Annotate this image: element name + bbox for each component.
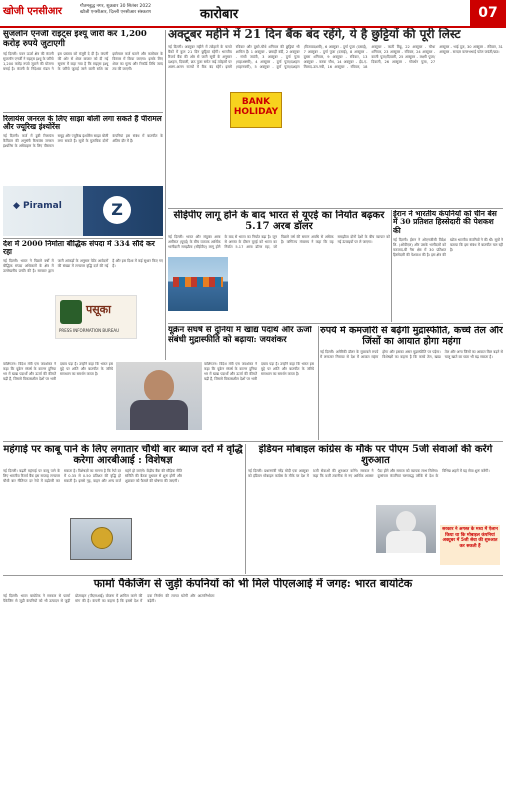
divider bbox=[3, 112, 163, 113]
section-title: कारोबार bbox=[200, 7, 239, 22]
article-body: नई दिल्ली। भारत ने पिछले वर्षों में बौद्धिक संपदा अधिकारों के क्षेत्र में उल्लेखनीय प्रगति की है। सरकार द्वारा जारी आंकड़ों के अनुसार पेटेंट आवेदनों की संख्या में लगातार वृद्धि दर्ज की गई है और इस दिशा में कई सुधार किए गए हैं। bbox=[3, 258, 163, 273]
headline: महंगाई पर काबू पाने के लिए लगातार चौथी बार ब्याज दरों में वृद्धि करेगा आरबीआई : विशेषज्ञ bbox=[3, 444, 243, 467]
headline: यूक्रेन संघर्ष से दुनिया में खाद्य पदार्थ और ऊर्जा संबंधी मुद्रास्फीति को बढ़ाया: जयशंकर bbox=[168, 326, 312, 345]
article-pharma-pli bbox=[3, 578, 503, 798]
jaishankar-photo bbox=[116, 362, 202, 430]
article-iran-gas bbox=[393, 210, 503, 322]
headline: इंडियन मोबाइल कांग्रेस के मौके पर पीएम 5जी सेवाओं की करेंगे शुरुआत bbox=[258, 444, 493, 467]
article-suzlon bbox=[3, 30, 163, 110]
article-body: नई दिल्ली। प्रधानमंत्री नरेंद्र मोदी एक अक्टूबर को इंडियन मोबाइल कांग्रेस के मौके पर देश में 5जी सेवाओं की शुरुआत करेंगे। सरकार ने कहा कि 5जी तकनीक से नए आर्थिक अवसर पैदा होंगे और समाज को व्यापक लाभ मिलेगा। दूरसंचार कंपनियां चरणबद्ध तरीके से देश के विभिन्न शहरों में यह सेवा शुरू करेंगी। bbox=[248, 469, 490, 479]
pib-emblem-icon bbox=[60, 300, 82, 324]
pm-photo bbox=[376, 505, 436, 553]
headline: देश में 2000 निर्माता बौद्धिक संपदा में 334 सौदे कर रहा bbox=[3, 240, 155, 257]
article-body: वाशिंगटन। विदेश मंत्री एस जयशंकर ने कहा कि यूक्रेन संघर्ष के कारण दुनिया भर में खाद्य पदार्थों और ऊर्जा की कीमतें बढ़ी हैं, जिससे विकासशील देशों पर भारी दबाव पड़ा है। उन्होंने कहा कि भारत इस मुद्दे पर शांति और बातचीत के जरिये समाधान का समर्थन करता है। bbox=[3, 362, 113, 381]
rbi-building-photo bbox=[70, 518, 132, 560]
zurich-logo: Z bbox=[103, 196, 131, 224]
headline: ईरान ने भारतीय कंपनियों को चीन बेस में 30 प्रतिशत हिस्सेदारी की पेशकश की bbox=[393, 210, 497, 235]
divider bbox=[3, 238, 163, 239]
divider bbox=[3, 441, 503, 442]
piramal-logo: ◆ Piramal bbox=[13, 201, 62, 211]
column-divider bbox=[318, 326, 319, 440]
headline: रुपये में कमजोरी से बढ़ेगी मुद्रास्फीति, कच्चे तेल और जिंसों का आयात होगा महंगा bbox=[320, 326, 503, 347]
headline: फार्मा पैकेजिंग से जुड़ी कंपनियों को भी मिले पीएलआई में जगह: भारत बायोटेक bbox=[93, 578, 413, 590]
article-jaishankar-body2 bbox=[204, 362, 314, 440]
headline: सीईपीए लागू होने के बाद भारत से यूएई का निर्यात बढ़कर 5.17 अरब डॉलर bbox=[173, 210, 385, 233]
cargo-ship-photo bbox=[168, 257, 228, 311]
masthead bbox=[0, 0, 506, 28]
divider bbox=[168, 208, 503, 209]
article-bank-holidays bbox=[168, 28, 503, 208]
article-body: नई दिल्ली। बढ़ती महंगाई पर काबू पाने के लिए भारतीय रिजर्व बैंक इस सप्ताह लगातार चौथी बार नीतिगत दर रेपो में बढ़ोतरी कर सकता है। विशेषज्ञों का मानना है कि रेपो दर में 0.35 से 0.50 प्रतिशत की वृद्धि हो सकती है। इससे गृह, वाहन और अन्य कर्ज महंगे हो जाएंगे। केंद्रीय बैंक की मौद्रिक नीति समिति की बैठक बुधवार से शुरू होगी और शुक्रवार को फैसले की घोषणा की जाएगी। bbox=[3, 469, 182, 484]
column-divider bbox=[391, 210, 392, 322]
article-body: नई दिल्ली। अमेरिकी डॉलर के मुकाबले रुपये में लगातार गिरावट से देश में आयात महंगा होगा और इसका असर मुद्रास्फीति पर पड़ेगा। विशेषज्ञों का कहना है कि कच्चे तेल, खाद्य तेल और अन्य जिंसों का आयात बिल बढ़ने से चालू खाते का घाटा भी बढ़ सकता है। bbox=[320, 350, 503, 360]
pullquote: सरकार ने अगस्त के मध्य में ऐलान किया था कि मोबाइल कंपनियां अक्टूबर में 5जी सेवा की शुरुआत कर सकती हैं bbox=[440, 525, 500, 565]
article-rupee-inflation bbox=[320, 326, 503, 440]
column-divider bbox=[245, 444, 246, 574]
article-body: नई दिल्ली। पवन ऊर्जा क्षेत्र की कंपनी सुजलॉन एनर्जी ने राइट्स इश्यू के जरिये 1,200 करोड़ रुपये जुटाने की योजना बनाई है। कंपनी के निदेशक मंडल ने इस प्रस्ताव को मंजूरी दे दी है। कंपनी की ओर से शेयर बाजार को दी गई सूचना में कहा गया है कि राइट्स इश्यू के जरिये जुटाई जाने वाली राशि का इस्तेमाल कर्ज घटाने और कारोबार के विस्तार में किया जाएगा। इसके लिए शेयर का मूल्य और रिकॉर्ड तिथि जल्द तय की जाएगी। bbox=[3, 52, 163, 72]
piramal-zurich-photo bbox=[3, 186, 163, 236]
issue-meta: गौतमबुद्ध नगर, शुक्रवार 30 सितंबर 2022 खोजी एनसीआर, दिल्ली एनसीआर संस्करण bbox=[80, 4, 151, 15]
pib-logo-text: पसूका bbox=[86, 303, 111, 316]
article-jaishankar-body bbox=[3, 362, 113, 440]
article-body: नई दिल्ली। अक्टूबर महीने में त्योहारों के चलते बैंकों में कुल 21 दिन छुट्टियां रहेंगी। भारतीय रिजर्व बैंक की ओर से जारी सूची के अनुसार दशहरा, दिवाली, छठ पूजा समेत कई त्योहारों पर अलग-अलग राज्यों में बैंक बंद रहेंगे। इसमें रविवार और दूसरे-चौथे शनिवार की छुट्टियां भी शामिल हैं। 1 अक्टूबर - छमाही बंदी, 2 अक्टूबर - गांधी जयंती, 3 अक्टूबर - दुर्गा पूजा (महाअष्टमी), 4 अक्टूबर - दुर्गा पूजा/दशहरा (महानवमी), 5 अक्टूबर - दुर्गा पूजा/दशहरा (विजयादशमी), 6 अक्टूबर - दुर्गा पूजा (दसाईं), 7 अक्टूबर - दुर्गा पूजा (दसाईं), 8 अक्टूबर - दूसरा शनिवार, 9 अक्टूबर - रविवार, 13 अक्टूबर - करवा चौथ, 14 अक्टूबर - ईद-ए-मिलाद-उल-नबी, 16 अक्टूबर - रविवार, 18 अक्टूबर - काटी बिहू, 22 अक्टूबर - चौथा शनिवार, 23 अक्टूबर - रविवार, 24 अक्टूबर - काली पूजा/दिवाली, 25 अक्टूबर - लक्ष्मी पूजा/दिवाली, 26 अक्टूबर - गोवर्धन पूजा, 27 अक्टूबर - भाई दूज, 30 अक्टूबर - रविवार, 31 अक्टूबर - सरदार वल्लभभाई पटेल जयंती/छठ। bbox=[168, 45, 503, 70]
article-body: नई दिल्ली। भारत बायोटेक ने सरकार से फार्मा पैकेजिंग से जुड़ी कंपनियों को भी उत्पादन से जुड़ी प्रोत्साहन (पीएलआई) योजना में शामिल करने की मांग की है। कंपनी का कहना है कि इससे देश में दवा निर्माण की लागत घटेगी और आत्मनिर्भरता बढ़ेगी। bbox=[3, 594, 215, 604]
divider bbox=[3, 575, 503, 576]
article-body: नई दिल्ली। भारत और संयुक्त अरब अमीरात (यूएई) के बीच व्यापक आर्थिक भागीदारी समझौता (सीईपीए) लागू होने के बाद से भारत का निर्यात बढ़ा है। जून से अगस्त के दौरान यूएई को भारत का निर्यात 5.17 अरब डॉलर रहा, जो पिछले वर्ष की समान अवधि से अधिक है। वाणिज्य मंत्रालय ने कहा कि यह समझौता दोनों देशों के बीच व्यापार को नई ऊंचाइयों पर ले जाएगा। bbox=[168, 235, 390, 250]
headline: रिलायंस जनरल के लिए साझा बोली लगा सकते हैं पीरामल और ज्यूरिख इंश्योरेंस bbox=[3, 115, 162, 132]
newspaper-brand: खोजी एनसीआर bbox=[3, 6, 63, 17]
article-body: वाशिंगटन। विदेश मंत्री एस जयशंकर ने कहा कि यूक्रेन संघर्ष के कारण दुनिया भर में खाद्य पदार्थों और ऊर्जा की कीमतें बढ़ी हैं, जिससे विकासशील देशों पर भारी दबाव पड़ा है। उन्होंने कहा कि भारत इस मुद्दे पर शांति और बातचीत के जरिये समाधान का समर्थन करता है। bbox=[204, 362, 314, 381]
headline: अक्टूबर महीने में 21 दिन बैंक बंद रहेंगे, ये है छुट्टियों की पूरी लिस्ट bbox=[168, 28, 461, 41]
headline: सुजलॉन एनर्जी राइट्स इश्यू जारी कर 1,200 करोड़ रुपये जुटाएगी bbox=[3, 30, 147, 49]
pib-logo-box bbox=[55, 295, 137, 339]
rbi-emblem-icon bbox=[91, 527, 113, 549]
column-divider bbox=[165, 30, 166, 360]
article-jaishankar bbox=[168, 326, 318, 362]
page-number: 07 bbox=[470, 0, 506, 26]
article-body: नई दिल्ली। ईरान ने ओएनजीसी विदेश लि. (ओवीएल) और उसके भागीदारों को फरजाद-बी गैस क्षेत्र में 30 प्रतिशत हिस्सेदारी की पेशकश की है। इस क्षेत्र की खोज भारतीय कंपनियों ने की थी। सूत्रों ने बताया कि इस संबंध में बातचीत चल रही है। bbox=[393, 238, 503, 258]
article-body: नई दिल्ली। कर्ज में डूबी रिलायंस कैपिटल की अनुषंगी रिलायंस जनरल इंश्योरेंस के अधिग्रहण के लिए पीरामल समूह और ज्यूरिख इंश्योरेंस साझा बोली लगा सकते हैं। सूत्रों के मुताबिक दोनों कंपनियां इस संबंध में बातचीत के अंतिम दौर में हैं। bbox=[3, 133, 163, 148]
divider bbox=[168, 323, 503, 324]
bank-holiday-sign: BANK HOLIDAY bbox=[230, 92, 282, 128]
pib-caption: PRESS INFORMATION BUREAU bbox=[59, 328, 120, 333]
